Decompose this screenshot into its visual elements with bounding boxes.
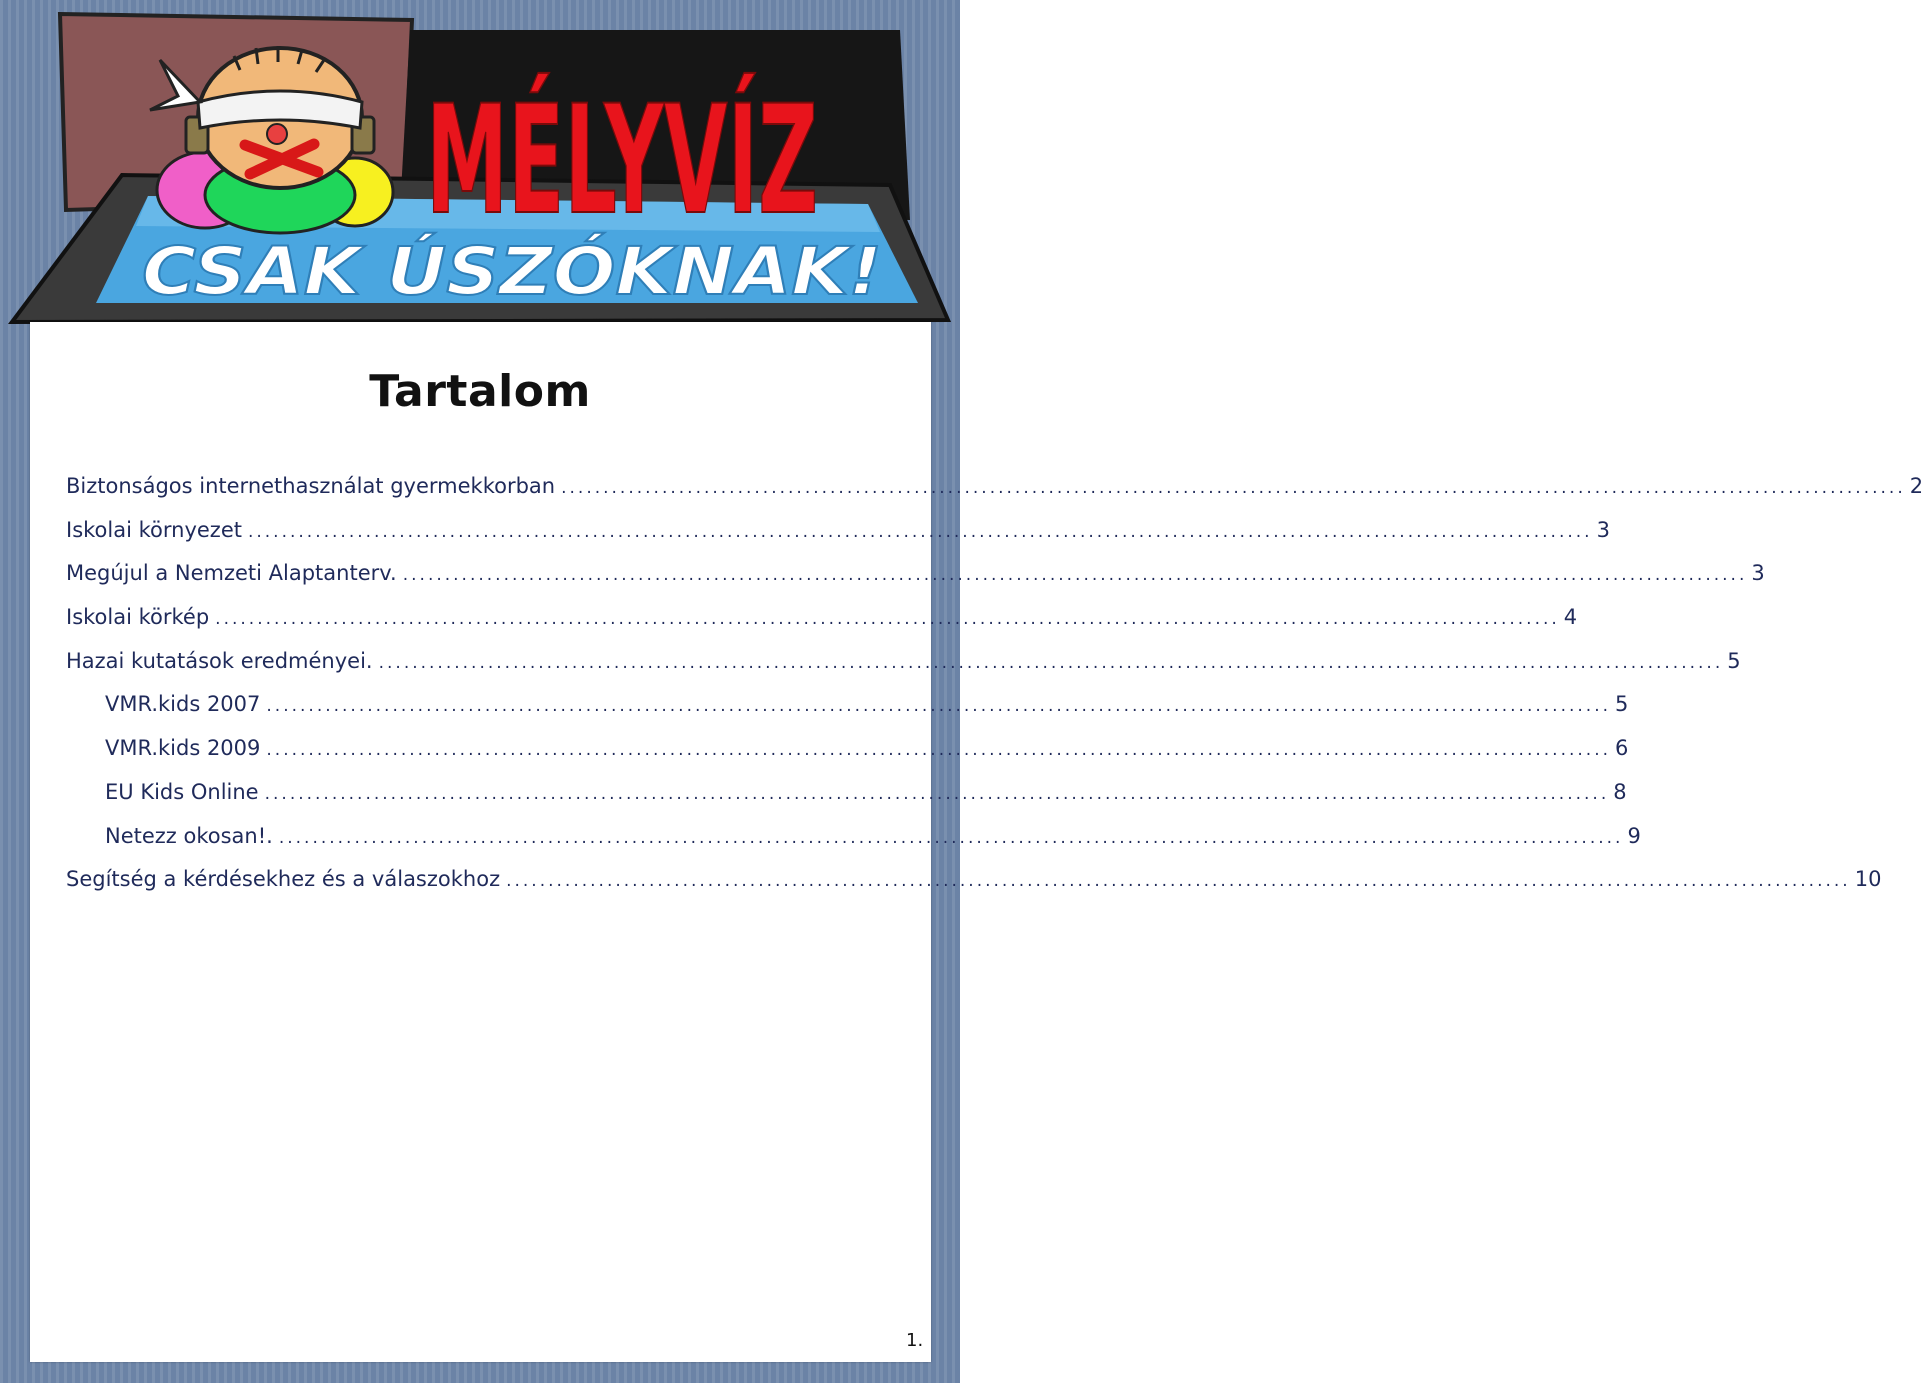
toc-entry-page: 8 <box>1613 779 1627 804</box>
toc-entry-page: 9 <box>1627 823 1641 848</box>
toc-leader-dots <box>506 871 1851 891</box>
toc-entry-label: Netezz okosan!. <box>105 823 273 848</box>
banner-illustration <box>0 0 1140 345</box>
toc-entry[interactable] <box>66 605 1578 649</box>
toc-leader-dots <box>266 696 1611 716</box>
toc-leader-dots <box>279 828 1624 848</box>
toc-entry-page: 5 <box>1727 648 1741 673</box>
toc-entry-label: Segítség a kérdésekhez és a válaszokhoz <box>66 867 501 892</box>
toc-entry-page: 4 <box>1563 605 1578 630</box>
page-number: 1. <box>906 1330 924 1351</box>
toc-entry-label: Iskolai körkép <box>66 605 210 630</box>
toc-leader-dots <box>265 784 1610 804</box>
toc-entry-page: 3 <box>1751 561 1765 586</box>
toc-entry[interactable] <box>66 736 1629 780</box>
toc-entry-page: 10 <box>1854 867 1882 892</box>
toc-entry-label: EU Kids Online <box>105 779 259 804</box>
toc-entry-page: 3 <box>1596 517 1610 542</box>
toc-entry[interactable] <box>66 779 1627 824</box>
toc-entry-label: VMR.kids 2007 <box>105 692 261 717</box>
toc-leader-dots <box>215 609 1560 629</box>
toc-leader-dots <box>379 653 1724 673</box>
toc-entry-label: VMR.kids 2009 <box>105 736 261 761</box>
toc-leader-dots <box>403 565 1748 585</box>
toc-leader-dots <box>266 740 1611 760</box>
toc-entry[interactable] <box>66 648 1741 693</box>
toc-entry-page: 6 <box>1615 736 1629 761</box>
toc-entry[interactable] <box>66 867 1882 911</box>
toc-entry-label: Megújul a Nemzeti Alaptanterv. <box>66 561 397 586</box>
toc-entry[interactable] <box>66 823 1641 868</box>
table-of-contents <box>66 474 1923 911</box>
toc-entry-label: Iskolai környezet <box>66 517 242 542</box>
toc-entry-page: 5 <box>1615 692 1629 717</box>
toc-entry[interactable] <box>66 692 1629 736</box>
toc-entry-label: Biztonságos internethasználat gyermekkorban <box>66 474 556 498</box>
toc-entry-page: 2 <box>1909 474 1923 498</box>
page-title: Tartalom <box>369 366 591 417</box>
toc-entry[interactable] <box>66 517 1610 562</box>
toc-entry[interactable] <box>66 561 1765 605</box>
toc-entry-label: Hazai kutatások eredményei. <box>66 648 373 673</box>
toc-leader-dots <box>561 478 1906 498</box>
title-melyviz: MÉLYVÍZ <box>426 74 1140 248</box>
toc-entry[interactable] <box>66 474 1923 518</box>
subtitle-csak-uszoknak: CSAK ÚSZÓKNAK! <box>142 233 882 310</box>
toc-leader-dots <box>248 522 1593 542</box>
